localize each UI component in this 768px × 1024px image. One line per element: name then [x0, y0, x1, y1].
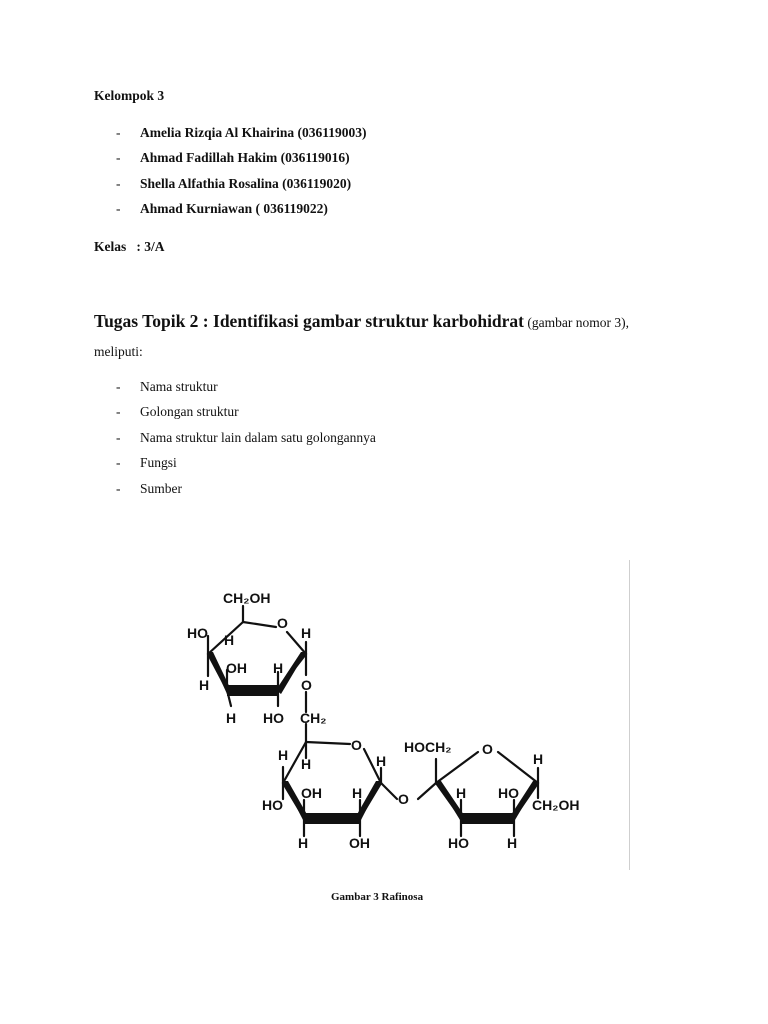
atom-label: HO — [263, 710, 284, 726]
atom-label: H — [278, 747, 289, 763]
atom-label: H — [376, 753, 387, 769]
task-item: Fungsi — [140, 455, 177, 470]
list-bullet: - — [116, 125, 121, 140]
atom-label: H — [301, 625, 312, 641]
front-bond — [227, 685, 278, 696]
atom-label: H — [507, 835, 518, 851]
figure-caption: Gambar 3 Rafinosa — [331, 891, 424, 903]
front-bond — [461, 813, 514, 824]
atom-label: CH₂OH — [223, 590, 271, 606]
list-bullet: - — [116, 481, 121, 496]
atom-label: OH — [301, 785, 322, 801]
atom-label: H — [352, 785, 363, 801]
atom-label: H — [298, 835, 309, 851]
task-item: Nama struktur lain dalam satu golongannya — [140, 430, 376, 445]
member-item: Amelia Rizqia Al Khairina (036119003) — [140, 125, 367, 140]
member-item: Ahmad Fadillah Hakim (036119016) — [140, 150, 350, 165]
atom-label: CH₂OH — [532, 797, 580, 813]
list-bullet: - — [116, 455, 121, 470]
class-label: Kelas : 3/A — [94, 239, 165, 254]
task-item: Sumber — [140, 481, 182, 496]
bond — [243, 622, 276, 627]
atom-label: O — [301, 677, 312, 693]
bond — [436, 752, 478, 783]
task-title-rest: (gambar nomor 3), — [524, 315, 629, 330]
bond — [498, 752, 538, 783]
atom-label: O — [351, 737, 362, 753]
front-bond — [304, 813, 360, 824]
list-bullet: - — [116, 150, 121, 165]
atom-label: H — [456, 785, 467, 801]
list-bullet: - — [116, 176, 121, 191]
group-label: Kelompok 3 — [94, 88, 165, 103]
member-item: Ahmad Kurniawan ( 036119022) — [140, 201, 328, 216]
atom-label: O — [277, 615, 288, 631]
atom-label: HOCH₂ — [404, 739, 452, 755]
list-bullet: - — [116, 201, 121, 216]
atom-label: OH — [349, 835, 370, 851]
atom-label: H — [226, 710, 237, 726]
task-title-bold: Tugas Topik 2 : Identifikasi gambar struktur karbohidrat — [94, 311, 525, 331]
atom-label: OH — [226, 660, 247, 676]
atom-label: HO — [262, 797, 283, 813]
bond — [418, 783, 436, 799]
atom-label: O — [398, 791, 409, 807]
atom-label: HO — [448, 835, 469, 851]
task-item: Nama struktur — [140, 379, 218, 394]
atom-label: H — [533, 751, 544, 767]
bond — [381, 783, 397, 799]
atom-label: CH₂ — [300, 710, 327, 726]
atom-label: H — [273, 660, 284, 676]
list-bullet: - — [116, 379, 121, 394]
list-bullet: - — [116, 404, 121, 419]
member-item: Shella Alfathia Rosalina (036119020) — [140, 176, 352, 191]
atom-label: O — [482, 741, 493, 757]
task-continuation: meliputi: — [94, 344, 143, 359]
bond — [306, 742, 350, 744]
list-bullet: - — [116, 430, 121, 445]
atom-label: H — [199, 677, 210, 693]
task-item: Golongan struktur — [140, 404, 239, 419]
atom-label: H — [224, 632, 235, 648]
atom-label: HO — [498, 785, 519, 801]
atom-label: H — [301, 756, 312, 772]
atom-label: HO — [187, 625, 208, 641]
